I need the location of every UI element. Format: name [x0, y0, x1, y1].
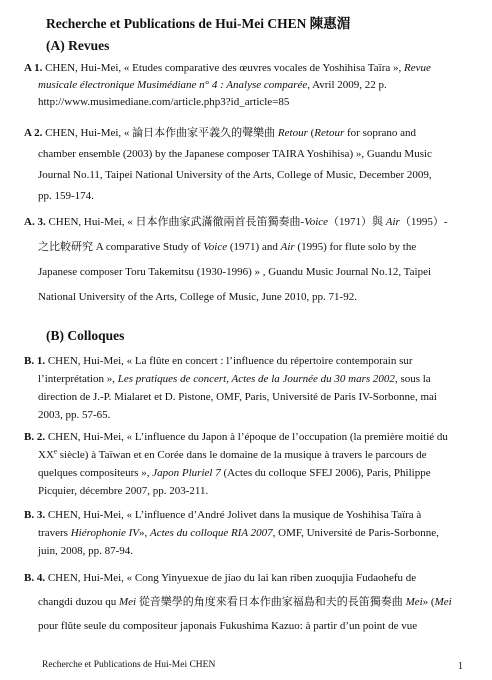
- entry-text: juin, 2008, pp. 87-94.: [38, 545, 134, 557]
- entry-label: B. 4.: [24, 572, 46, 584]
- entry-label: B. 3.: [24, 509, 46, 521]
- entry-a2: [24, 123, 476, 207]
- entry-text: Japanese composer Toru Takemitsu (1930-1996) » , Guandu Music Journal No.12, Taipei: [38, 266, 432, 278]
- proceedings-title: Les pratiques de concert, Actes de la Journée du 30 mars 2002: [117, 373, 395, 385]
- page-footer: Recherche et Publications de Hui-Mei CHEN: [42, 660, 216, 670]
- work-title: Air: [385, 216, 400, 228]
- work-title: Retour: [314, 127, 345, 139]
- proceedings-title: Actes du colloque RIA 2007: [150, 527, 273, 539]
- entry-label: A 1.: [24, 62, 43, 74]
- entry-text: changdi duzou qu: [38, 596, 119, 608]
- journal-title: Revue: [404, 62, 431, 74]
- entry-b2: [24, 428, 476, 500]
- entry-text: (1995) for flute solo by the: [294, 241, 417, 253]
- entry-text: pour flûte seule du compositeur japonais Fukushima Kazuo: à partir d’un point de vue: [38, 620, 418, 632]
- entry-b4: [24, 566, 476, 638]
- entry-label: A 2.: [24, 127, 43, 139]
- entry-text: l’interprétation »,: [38, 373, 118, 385]
- superscript: e: [53, 447, 57, 456]
- entry-text: National University of the Arts, College of Music, June 2010, pp. 71-92.: [38, 291, 357, 303]
- entry-text: pp. 159-174.: [38, 190, 94, 202]
- section-heading-revues: (A) Revues: [46, 38, 110, 53]
- work-title: Retour: [277, 127, 308, 139]
- work-title: Air: [280, 241, 295, 253]
- entry-text: quelques compositeurs »,: [38, 467, 153, 479]
- entry-label: B. 1.: [24, 355, 46, 367]
- work-title: Voice: [304, 216, 329, 228]
- entry-text: XX: [38, 449, 54, 461]
- entry-text: CHEN, Hui-Mei, « L’influence d’André Jolivet dans la musique de Yoshihisa Taïra à: [45, 509, 422, 521]
- entry-text: CHEN, Hui-Mei, « 日本作曲家武滿徹兩首長笛獨奏曲-: [45, 216, 305, 228]
- entry-text: CHEN, Hui-Mei, « L’influence du Japon à l’époque de l’occupation (la première moitié du: [45, 431, 448, 443]
- article-url: http://www.musimediane.com/article.php3?id_article=85: [38, 96, 290, 108]
- entry-text: direction de J.-P. Mialaret et D. Pistone, OMF, Paris, Université de Paris IV-Sorbonne, mai: [38, 391, 437, 403]
- work-title: Mei: [118, 596, 137, 608]
- entry-text: Journal No.11, Taipei National University of the Arts, College of Music, December 2009,: [38, 169, 432, 181]
- entry-text: (1971) and: [227, 241, 281, 253]
- entry-text: 之比較研究 A comparative Study of: [38, 241, 204, 253]
- entry-text: (: [307, 127, 315, 139]
- entry-text: » (: [422, 596, 435, 608]
- work-title: Mei: [405, 596, 423, 608]
- work-title: Mei: [434, 596, 452, 608]
- entry-text: siècle) à Taïwan et en Corée dans le domaine de la musique à travers le parcours de: [57, 449, 427, 461]
- entry-text: , OMF, Université de Paris-Sorbonne,: [272, 527, 439, 539]
- journal-title: musicale électronique Musimédiane n° 4 : Analyse comparée: [38, 79, 308, 91]
- entry-text: CHEN, Hui-Mei, « Cong Yinyuexue de jiao du lai kan riben zuoqujia Fudaohefu de: [45, 572, 417, 584]
- entry-text: 從音樂學的角度來看日本作曲家福島和夫的長笛獨奏曲: [136, 596, 406, 608]
- entry-b1: [24, 352, 476, 424]
- entry-text: 2003, pp. 57-65.: [38, 409, 111, 421]
- entry-text: , Avril 2009, 22 p.: [307, 79, 387, 91]
- entry-label: A. 3.: [24, 216, 46, 228]
- entry-text: （1971）與: [328, 216, 386, 228]
- entry-text: for soprano and: [344, 127, 417, 139]
- entry-text: , sous la: [394, 373, 431, 385]
- entry-text: （1995）-: [399, 216, 448, 228]
- page-number: 1: [458, 661, 463, 672]
- entry-a1: [24, 60, 476, 111]
- entry-b3: [24, 506, 476, 560]
- entry-text: travers: [38, 527, 71, 539]
- proceedings-title: Japon Pluriel 7: [152, 467, 221, 479]
- entry-text: (Actes du colloque SFEJ 2006), Paris, Philippe: [220, 467, 431, 479]
- section-heading-colloques: (B) Colloques: [46, 328, 125, 343]
- entry-text: CHEN, Hui-Mei, « Etudes comparative des œuvres vocales de Yoshihisa Taïra »,: [42, 62, 404, 74]
- entry-text: chamber ensemble (2003) by the Japanese composer TAIRA Yoshihisa) », Guandu Music: [38, 148, 432, 160]
- entry-a3: [24, 210, 476, 310]
- document-title: Recherche et Publications de Hui-Mei CHEN 陳惠湄: [46, 16, 351, 31]
- entry-text: CHEN, Hui-Mei, « 論日本作曲家平義久的聲樂曲: [42, 127, 278, 139]
- entry-text: CHEN, Hui-Mei, « La flûte en concert : l’influence du répertoire contemporain sur: [45, 355, 413, 367]
- entry-text: »,: [139, 527, 151, 539]
- work-title: Hiérophonie IV: [70, 527, 140, 539]
- entry-text: Picquier, décembre 2007, pp. 203-211.: [38, 485, 209, 497]
- work-title: Voice: [203, 241, 228, 253]
- entry-label: B. 2.: [24, 431, 46, 443]
